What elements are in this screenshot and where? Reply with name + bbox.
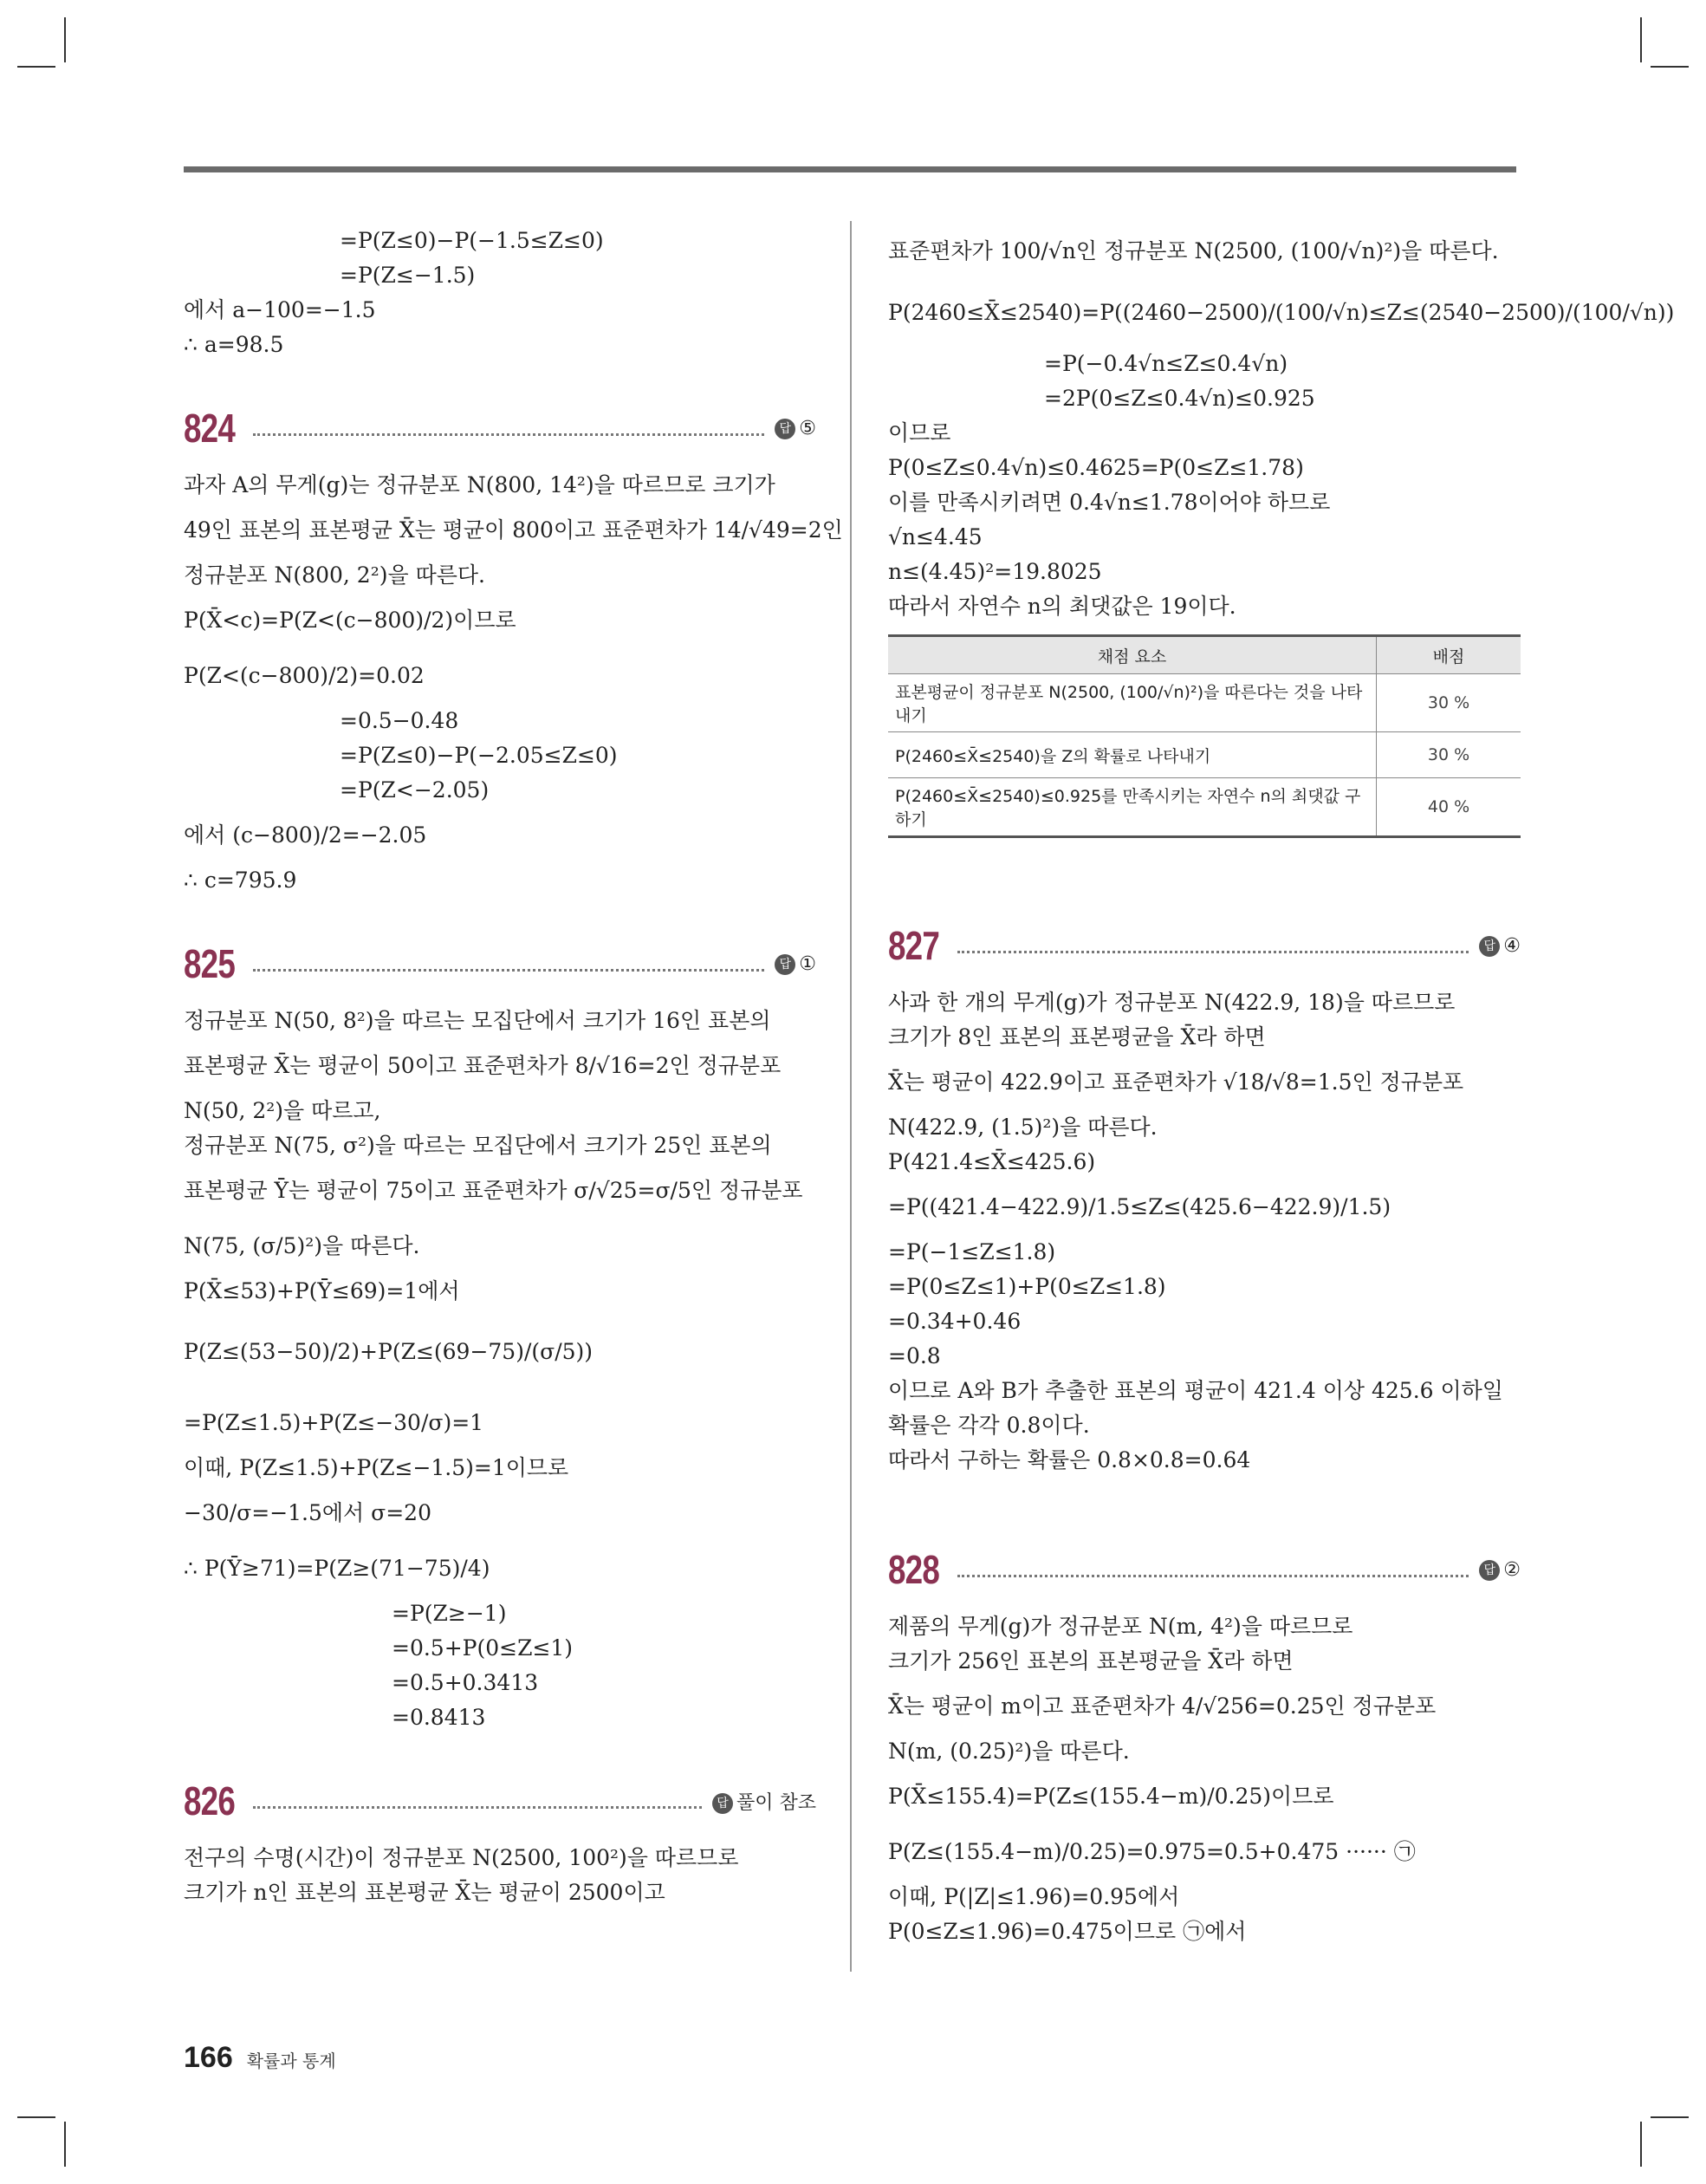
problem-number: 824 xyxy=(184,406,235,451)
answer-badge-icon: 답 xyxy=(1479,936,1500,957)
solution-line: =P(Z<−2.05) xyxy=(340,777,490,803)
problem-number: 826 xyxy=(184,1778,235,1823)
grading-score: 30 % xyxy=(1377,732,1521,778)
solution-line: P(2460≤X̄≤2540)=P((2460−2500)/(100/√n)≤Z≤(2540−2500)/(100/√n)) xyxy=(888,300,1675,325)
leader-dots xyxy=(957,1575,1469,1577)
header-rule xyxy=(184,166,1516,172)
answer-label: 답 ① xyxy=(775,953,816,975)
left-column xyxy=(184,224,843,1910)
grading-row xyxy=(888,778,1521,837)
solution-line: 이때, P(|Z|≤1.96)=0.95에서 xyxy=(888,1884,1180,1909)
right-column xyxy=(888,224,1675,1949)
solution-line: =P(−0.4√n≤Z≤0.4√n) xyxy=(1044,351,1288,376)
solution-line: 정규분포 N(75, σ²)을 따르는 모집단에서 크기가 25인 표본의 xyxy=(184,1133,772,1158)
answer-badge-icon: 답 xyxy=(775,954,795,975)
grading-score: 30 % xyxy=(1377,674,1521,732)
answer-badge-icon: 답 xyxy=(775,419,795,439)
solution-line: =P(0≤Z≤1)+P(0≤Z≤1.8) xyxy=(888,1274,1166,1299)
solution-line: P(X̄≤155.4)=P(Z≤(155.4−m)/0.25)이므로 xyxy=(888,1784,1334,1809)
grading-item: 표본평균이 정규분포 N(2500, (100/√n)²)을 따른다는 것을 나타내기 xyxy=(888,674,1377,732)
crop-mark xyxy=(17,2116,55,2118)
problem-number: 828 xyxy=(888,1547,939,1592)
leader-dots xyxy=(253,1806,702,1809)
solution-line: 에서 a−100=−1.5 xyxy=(184,297,376,322)
solution-line: 49인 표본의 표본평균 X̄는 평균이 800이고 표준편차가 14/√49=2인 xyxy=(184,517,843,543)
solution-line: =0.5+P(0≤Z≤1) xyxy=(392,1635,574,1661)
problem-number: 825 xyxy=(184,941,235,986)
solution-line: 크기가 256인 표본의 표본평균을 X̄라 하면 xyxy=(888,1648,1294,1674)
column-divider xyxy=(850,221,852,1972)
solution-line: N(m, (0.25)²)을 따른다. xyxy=(888,1739,1130,1764)
crop-mark xyxy=(1640,2122,1642,2167)
solution-line: 표본평균 X̄는 평균이 50이고 표준편차가 8/√16=2인 정규분포 xyxy=(184,1053,782,1078)
solution-line: P(421.4≤X̄≤425.6) xyxy=(888,1149,1096,1174)
solution-line: P(0≤Z≤1.96)=0.475이므로 ㉠에서 xyxy=(888,1919,1247,1944)
solution-line: =P(Z≤0)−P(−1.5≤Z≤0) xyxy=(340,228,604,253)
solution-line: n≤(4.45)²=19.8025 xyxy=(888,559,1102,584)
solution-line: P(Z≤(155.4−m)/0.25)=0.975=0.5+0.475 ······ ㉠ xyxy=(888,1839,1416,1864)
solution-line: =P(−1≤Z≤1.8) xyxy=(888,1239,1056,1264)
problem-number: 827 xyxy=(888,923,939,968)
solution-line: 이므로 xyxy=(888,420,951,445)
solution-line: P(X̄<c)=P(Z<(c−800)/2)이므로 xyxy=(184,608,516,633)
problem-header-826 xyxy=(184,1770,816,1832)
solution-line: P(Z<(c−800)/2)=0.02 xyxy=(184,663,425,688)
solution-line: =0.5−0.48 xyxy=(340,708,459,733)
solution-line: =0.34+0.46 xyxy=(888,1309,1022,1334)
solution-line: 이므로 A와 B가 추출한 표본의 평균이 421.4 이상 425.6 이하일 xyxy=(888,1378,1503,1403)
solution-line: =P(Z≤1.5)+P(Z≤−30/σ)=1 xyxy=(184,1410,484,1435)
answer-label: 답 ② xyxy=(1479,1559,1521,1581)
solution-line: 정규분포 N(800, 2²)을 따른다. xyxy=(184,562,485,588)
answer-label: 답 ④ xyxy=(1479,935,1521,957)
grading-item: P(2460≤X̄≤2540)≤0.925를 만족시키는 자연수 n의 최댓값 구하기 xyxy=(888,778,1377,837)
answer-label: 답 풀이 참조 xyxy=(712,1788,816,1815)
solution-line: P(Z≤(53−50)/2)+P(Z≤(69−75)/(σ/5)) xyxy=(184,1339,594,1364)
grading-item: P(2460≤X̄≤2540)을 Z의 확률로 나타내기 xyxy=(888,732,1377,778)
solution-line: 표본평균 Ȳ는 평균이 75이고 표준편차가 σ/√25=σ/5인 정규분포 xyxy=(184,1178,803,1203)
footer-title: 확률과 통계 xyxy=(246,2051,336,2071)
solution-line: 과자 A의 무게(g)는 정규분포 N(800, 14²)을 따르므로 크기가 xyxy=(184,472,775,497)
grading-header-score: 배점 xyxy=(1377,636,1521,674)
solution-line: 크기가 8인 표본의 표본평균을 X̄라 하면 xyxy=(888,1024,1266,1050)
solution-line: N(50, 2²)을 따르고, xyxy=(184,1098,381,1123)
solution-line: =P((421.4−422.9)/1.5≤Z≤(425.6−422.9)/1.5) xyxy=(888,1194,1391,1219)
solution-line: P(0≤Z≤0.4√n)≤0.4625=P(0≤Z≤1.78) xyxy=(888,455,1304,480)
answer-badge-icon: 답 xyxy=(1479,1560,1500,1581)
problem-header-827 xyxy=(888,914,1521,977)
solution-line: =P(Z≤−1.5) xyxy=(340,263,476,288)
solution-line: 전구의 수명(시간)이 정규분포 N(2500, 100²)을 따르므로 xyxy=(184,1845,739,1870)
grading-header-item: 채점 요소 xyxy=(888,636,1377,674)
solution-line: ∴ c=795.9 xyxy=(184,868,297,893)
problem-header-828 xyxy=(888,1538,1521,1601)
solution-line: 이때, P(Z≤1.5)+P(Z≤−1.5)=1이므로 xyxy=(184,1455,569,1480)
solution-line: 따라서 구하는 확률은 0.8×0.8=0.64 xyxy=(888,1447,1251,1472)
solution-line: 제품의 무게(g)가 정규분포 N(m, 4²)을 따르므로 xyxy=(888,1614,1353,1639)
answer-label: 답 ⑤ xyxy=(775,418,816,439)
page-number: 166 xyxy=(184,2041,233,2074)
solution-line: =2P(0≤Z≤0.4√n)≤0.925 xyxy=(1044,386,1315,411)
leader-dots xyxy=(957,951,1469,953)
page-footer xyxy=(184,2041,336,2075)
crop-mark xyxy=(64,17,66,62)
solution-line: √n≤4.45 xyxy=(888,524,983,549)
solution-line: =0.5+0.3413 xyxy=(392,1670,539,1695)
solution-line: N(75, (σ/5)²)을 따른다. xyxy=(184,1233,420,1258)
solution-line: 이를 만족시키려면 0.4√n≤1.78이어야 하므로 xyxy=(888,490,1331,515)
grading-row xyxy=(888,732,1521,778)
problem-header-824 xyxy=(184,397,816,459)
solution-line: P(X̄≤53)+P(Ȳ≤69)=1에서 xyxy=(184,1278,460,1303)
solution-line: 정규분포 N(50, 8²)을 따르는 모집단에서 크기가 16인 표본의 xyxy=(184,1008,771,1033)
solution-line: =P(Z≥−1) xyxy=(392,1601,507,1626)
leader-dots xyxy=(253,433,764,436)
grading-score: 40 % xyxy=(1377,778,1521,837)
grading-header-row xyxy=(888,636,1521,674)
solution-line: ∴ P(Ȳ≥71)=P(Z≥(71−75)/4) xyxy=(184,1556,490,1581)
solution-line: X̄는 평균이 m이고 표준편차가 4/√256=0.25인 정규분포 xyxy=(888,1693,1437,1719)
solution-line: 확률은 각각 0.8이다. xyxy=(888,1413,1090,1438)
solution-line: N(422.9, (1.5)²)을 따른다. xyxy=(888,1115,1158,1140)
leader-dots xyxy=(253,969,764,972)
solution-line: −30/σ=−1.5에서 σ=20 xyxy=(184,1500,431,1525)
solution-line: 따라서 자연수 n의 최댓값은 19이다. xyxy=(888,594,1236,619)
solution-line: ∴ a=98.5 xyxy=(184,332,284,357)
crop-mark xyxy=(17,66,55,68)
crop-mark xyxy=(1651,66,1689,68)
crop-mark xyxy=(1640,17,1642,62)
solution-line: =0.8413 xyxy=(392,1705,486,1730)
solution-line: =P(Z≤0)−P(−2.05≤Z≤0) xyxy=(340,743,618,768)
solution-line: 사과 한 개의 무게(g)가 정규분포 N(422.9, 18)을 따르므로 xyxy=(888,990,1456,1015)
solution-line: =0.8 xyxy=(888,1343,941,1368)
answer-badge-icon: 답 xyxy=(712,1793,733,1814)
grading-row xyxy=(888,674,1521,732)
solution-line: X̄는 평균이 422.9이고 표준편차가 √18/√8=1.5인 정규분포 xyxy=(888,1069,1464,1095)
crop-mark xyxy=(1651,2116,1689,2118)
crop-mark xyxy=(64,2122,66,2167)
solution-line: 크기가 n인 표본의 표본평균 X̄는 평균이 2500이고 xyxy=(184,1880,665,1905)
solution-line: 표준편차가 100/√n인 정규분포 N(2500, (100/√n)²)을 따른다. xyxy=(888,238,1499,263)
grading-table xyxy=(888,634,1521,838)
problem-header-825 xyxy=(184,933,816,995)
solution-line: 에서 (c−800)/2=−2.05 xyxy=(184,822,427,848)
